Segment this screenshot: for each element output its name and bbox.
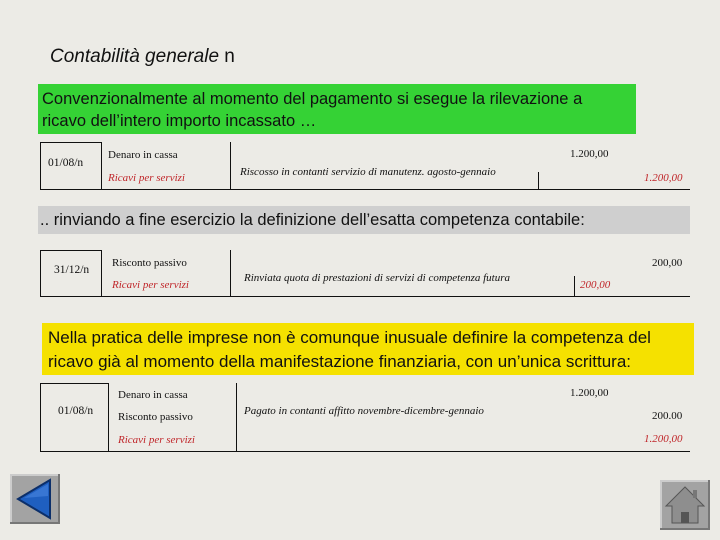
entry3-credit-amount-3: 1.200,00 <box>644 433 683 445</box>
entry3-credit-amount-2: 200.00 <box>652 410 683 422</box>
entry3-description: Pagato in contanti affitto novembre-dicembre-gennaio <box>244 405 484 417</box>
page-title <box>50 46 235 68</box>
triangle-left-icon <box>10 474 60 524</box>
entry2-credit-amount: 200,00 <box>580 279 611 291</box>
entry2-debit-amount: 200,00 <box>652 257 683 269</box>
house-icon <box>660 480 710 530</box>
title-suffix: n <box>219 46 235 67</box>
note-green-line2: ricavo dell’intero importo incassato … <box>42 112 317 130</box>
home-button[interactable] <box>660 480 710 530</box>
note-grey: .. rinviando a fine esercizio la definizione dell’esatta competenza contabile: <box>38 206 690 234</box>
back-button[interactable] <box>10 474 60 524</box>
entry3-debit-amount: 1.200,00 <box>570 387 609 399</box>
entry2-date: 31/12/n <box>54 264 90 276</box>
entry1-debit-account: Denaro in cassa <box>108 149 178 161</box>
entry3-debit-account-1: Denaro in cassa <box>118 389 188 401</box>
note-yellow-line1: Nella pratica delle imprese non è comunque inusuale definire la competenza del <box>48 328 651 347</box>
entry1-date: 01/08/n <box>48 157 84 169</box>
entry1-credit-account: Ricavi per servizi <box>108 172 185 184</box>
journal-entry-1 <box>40 142 690 190</box>
note-green-line1: Convenzionalmente al momento del pagamento si esegue la rilevazione a <box>42 90 583 108</box>
entry1-credit-amount: 1.200,00 <box>644 172 683 184</box>
entry1-description: Riscosso in contanti servizio di manutenz. agosto-gennaio <box>240 166 496 178</box>
entry3-debit-account-2: Risconto passivo <box>118 411 193 423</box>
entry1-debit-amount: 1.200,00 <box>570 148 609 160</box>
entry3-credit-account: Ricavi per servizi <box>118 434 195 446</box>
title-italic: Contabilità generale <box>50 46 220 67</box>
journal-entry-2 <box>40 250 690 297</box>
entry2-description: Rinviata quota di prestazioni di servizi di competenza futura <box>244 272 511 284</box>
note-yellow-line2: ricavo già al momento della manifestazione finanziaria, con un’unica scrittura: <box>48 352 632 371</box>
entry2-debit-account: Risconto passivo <box>112 257 187 269</box>
entry2-credit-account: Ricavi per servizi <box>112 279 189 291</box>
note-yellow <box>42 323 694 375</box>
note-green <box>38 84 636 134</box>
journal-entry-3 <box>40 383 690 452</box>
entry3-date: 01/08/n <box>58 405 94 417</box>
